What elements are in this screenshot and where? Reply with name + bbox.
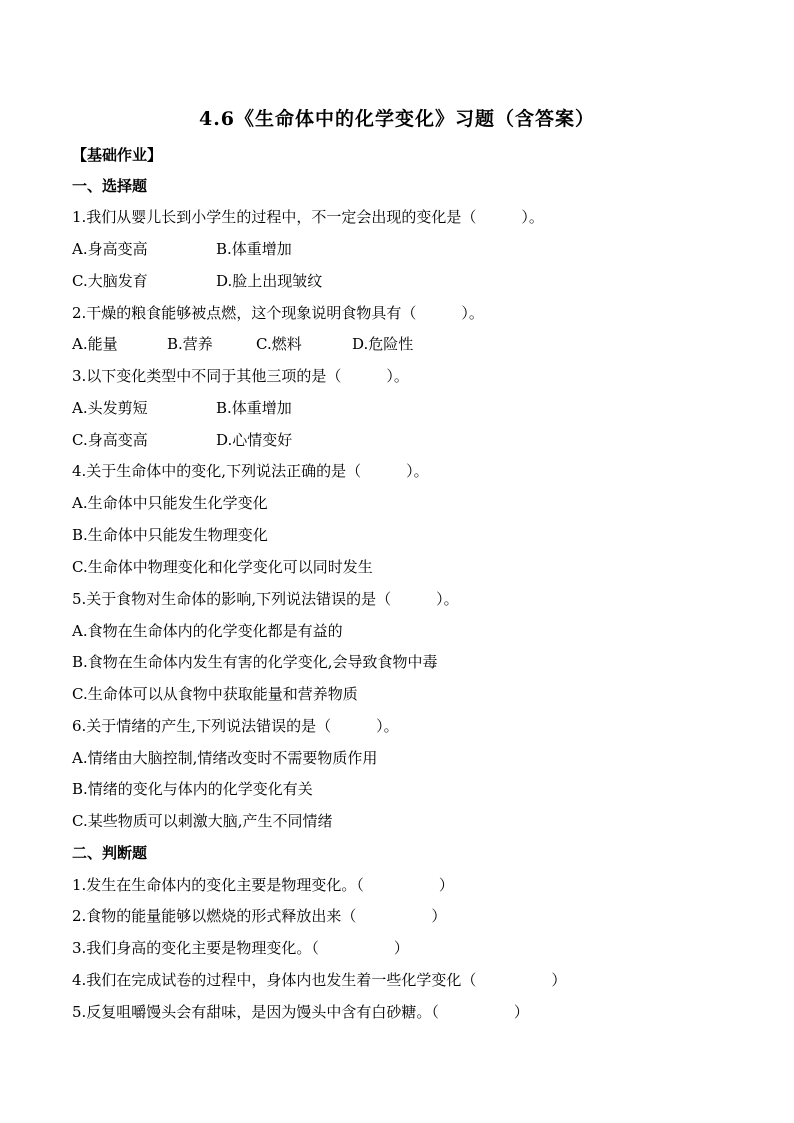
- question-6-option-a: A.情绪由大脑控制,情绪改变时不需要物质作用: [72, 749, 378, 767]
- question-2-option-b: B.营养: [167, 335, 213, 353]
- tf-question-1: 1.发生在生命体内的变化主要是物理变化。（ ）: [72, 876, 454, 894]
- question-1-option-b: B.体重增加: [216, 240, 292, 258]
- question-1-option-d: D.脸上出现皱纹: [216, 272, 323, 290]
- question-2-option-d: D.危险性: [352, 335, 414, 353]
- question-6-option-b: B.情绪的变化与体内的化学变化有关: [72, 780, 313, 798]
- question-2-option-a: A.能量: [72, 335, 118, 353]
- question-3-option-d: D.心情变好: [216, 431, 293, 449]
- tf-question-5: 5.反复咀嚼馒头会有甜味，是因为馒头中含有白砂糖。（ ）: [72, 1003, 529, 1021]
- question-6-stem: 6.关于情绪的产生,下列说法错误的是（ ）。: [72, 717, 399, 735]
- question-5-option-a: A.食物在生命体内的化学变化都是有益的: [72, 622, 343, 640]
- question-1-stem: 1.我们从婴儿长到小学生的过程中，不一定会出现的变化是（ ）。: [72, 208, 544, 226]
- question-2-option-c: C.燃料: [256, 335, 302, 353]
- question-5-option-b: B.食物在生命体内发生有害的化学变化,会导致食物中毒: [72, 653, 438, 671]
- question-3-option-b: B.体重增加: [216, 399, 292, 417]
- question-3-option-c: C.身高变高: [72, 431, 148, 449]
- question-3-option-a: A.头发剪短: [72, 399, 148, 417]
- question-2-stem: 2.干燥的粮食能够被点燃，这个现象说明食物具有（ ）。: [72, 304, 484, 322]
- question-3-stem: 3.以下变化类型中不同于其他三项的是（ ）。: [72, 367, 409, 385]
- question-5-option-c: C.生命体可以从食物中获取能量和营养物质: [72, 685, 358, 703]
- part1-heading: 一、选择题: [72, 177, 148, 195]
- tf-question-2: 2.食物的能量能够以燃烧的形式释放出来（ ）: [72, 907, 447, 925]
- tf-question-3: 3.我们身高的变化主要是物理变化。（ ）: [72, 939, 409, 957]
- question-1-option-c: C.大脑发育: [72, 272, 148, 290]
- question-4-option-a: A.生命体中只能发生化学变化: [72, 494, 268, 512]
- question-4-option-b: B.生命体中只能发生物理变化: [72, 526, 268, 544]
- section-label: 【基础作业】: [72, 146, 163, 164]
- question-5-stem: 5.关于食物对生命体的影响,下列说法错误的是（ ）。: [72, 590, 459, 608]
- document-title: 4.6《生命体中的化学变化》习题（含答案）: [198, 108, 596, 130]
- tf-question-4: 4.我们在完成试卷的过程中，身体内也发生着一些化学变化（ ）: [72, 971, 567, 989]
- question-6-option-c: C.某些物质可以刺激大脑,产生不同情绪: [72, 812, 333, 830]
- question-1-option-a: A.身高变高: [72, 240, 148, 258]
- question-4-stem: 4.关于生命体中的变化,下列说法正确的是（ ）。: [72, 462, 429, 480]
- question-4-option-c: C.生命体中物理变化和化学变化可以同时发生: [72, 558, 373, 576]
- part2-heading: 二、判断题: [72, 844, 148, 862]
